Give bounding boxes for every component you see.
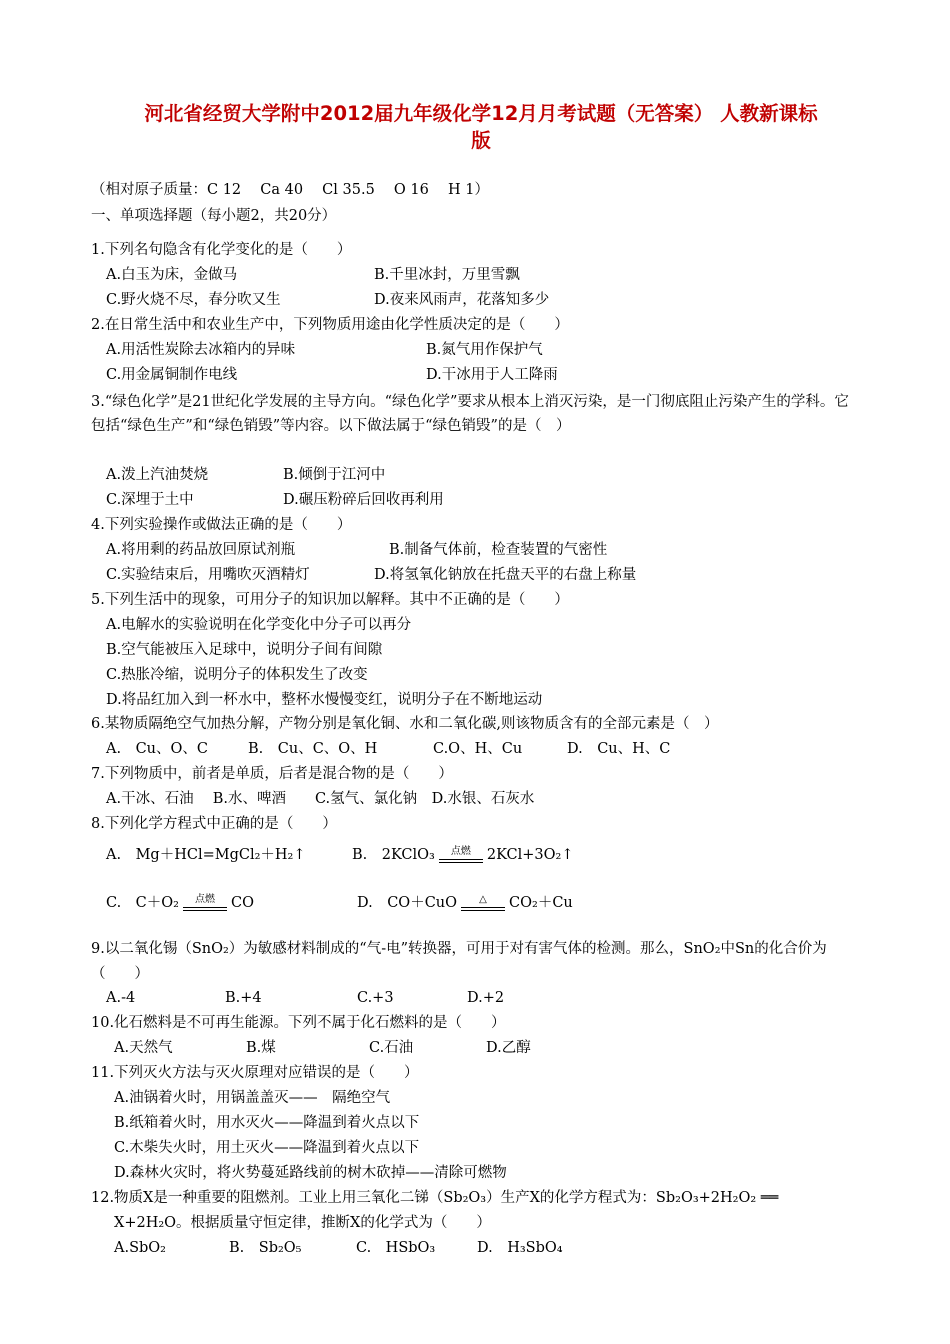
question-11-option-a: A.油锅着火时，用锅盖盖灭—— 隔绝空气 xyxy=(114,1090,391,1106)
section-heading: 一、单项选择题（每小题2，共20分） xyxy=(91,208,337,224)
question-4-stem: 4.下列实验操作或做法正确的是（ ） xyxy=(91,517,352,533)
question-4-option-b: B.制备气体前，检查装置的气密性 xyxy=(389,542,608,558)
question-2-stem: 2.在日常生活中和农业生产中，下列物质用途由化学性质决定的是（ ） xyxy=(91,317,569,333)
question-9-option-d: D.+2 xyxy=(467,990,505,1006)
question-9-option-b: B.+4 xyxy=(225,990,262,1006)
question-12-option-d: D. H₃SbO₄ xyxy=(477,1240,563,1256)
question-2-option-c: C.用金属铜制作电线 xyxy=(106,367,238,383)
question-10-option-a: A.天然气 xyxy=(114,1040,173,1056)
question-11-option-b: B.纸箱着火时，用水灭火——降温到着火点以下 xyxy=(114,1115,420,1131)
question-2-option-d: D.干冰用于人工降雨 xyxy=(426,367,558,383)
question-9-option-c: C.+3 xyxy=(357,990,394,1006)
question-10-option-c: C.石油 xyxy=(369,1040,414,1056)
question-3-option-d: D.碾压粉碎后回收再利用 xyxy=(283,492,444,508)
question-3-stem: 3.“绿色化学”是21世纪化学发展的主导方向。“绿色化学”要求从根本上消灭污染，是一门彻底阻止污染产生的学科。它包括“绿色生产”和“绿色销毁”等内容。以下做法属于“绿色销毁”的是（ ） xyxy=(91,394,849,434)
atomic-mass-note: （相对原子质量：C 12 Ca 40 Cl 35.5 O 16 H 1） xyxy=(91,182,489,198)
question-12-option-c: C. HSbO₃ xyxy=(356,1240,436,1256)
question-7-stem: 7.下列物质中，前者是单质，后者是混合物的是（ ） xyxy=(91,766,453,782)
question-6-option-a: A. Cu、O、C xyxy=(106,741,208,757)
page-title: 河北省经贸大学附中2012届九年级化学12月月考试题（无答案） 人教新课标 版 xyxy=(144,102,818,152)
question-1-option-a: A.白玉为床，金做马 xyxy=(106,267,238,283)
question-1-option-b: B.千里冰封，万里雪飘 xyxy=(374,267,520,283)
question-8-option-a: A. Mg＋HCl=MgCl₂＋H₂↑ xyxy=(106,847,306,863)
question-4-option-c: C.实验结束后，用嘴吹灭酒精灯 xyxy=(106,567,310,583)
reaction-arrow: 点燃 xyxy=(181,895,229,911)
question-2-option-b: B.氮气用作保护气 xyxy=(426,342,543,358)
question-11-stem: 11.下列灭火方法与灭火原理对应错误的是（ ） xyxy=(91,1065,419,1081)
question-11-option-c: C.木柴失火时，用土灭火——降温到着火点以下 xyxy=(114,1140,420,1156)
question-1-stem: 1.下列名句隐含有化学变化的是（ ） xyxy=(91,242,352,258)
question-8-option-c: C. C＋O₂ 点燃 CO xyxy=(106,894,254,911)
question-7-options: A.干冰、石油 B.水、啤酒 C.氢气、氯化钠 D.水银、石灰水 xyxy=(106,791,535,807)
question-3-option-c: C.深埋于土中 xyxy=(106,492,194,508)
question-9-option-a: A.-4 xyxy=(106,990,136,1006)
question-11-option-d: D.森林火灾时，将火势蔓延路线前的树木砍掉——清除可燃物 xyxy=(114,1165,507,1181)
question-12-stem-line2: X+2H₂O。根据质量守恒定律，推断X的化学式为（ ） xyxy=(114,1215,491,1231)
question-6-option-c: C.O、H、Cu xyxy=(433,741,523,757)
question-10-option-d: D.乙醇 xyxy=(486,1040,531,1056)
question-5-option-b: B.空气能被压入足球中，说明分子间有间隙 xyxy=(106,642,383,658)
question-10-stem: 10.化石燃料是不可再生能源。下列不属于化石燃料的是（ ） xyxy=(91,1015,506,1031)
question-1-option-d: D.夜来风雨声，花落知多少 xyxy=(374,292,550,308)
question-10-option-b: B.煤 xyxy=(246,1040,276,1056)
question-1-option-c: C.野火烧不尽，春分吹又生 xyxy=(106,292,281,308)
question-6-option-d: D. Cu、H、C xyxy=(567,741,671,757)
question-5-stem: 5.下列生活中的现象，可用分子的知识加以解释。其中不正确的是（ ） xyxy=(91,592,569,608)
question-3-option-b: B.倾倒于江河中 xyxy=(283,467,386,483)
reaction-arrow: 点燃 xyxy=(437,847,485,863)
question-8-stem: 8.下列化学方程式中正确的是（ ） xyxy=(91,816,337,832)
question-5-option-d: D.将品红加入到一杯水中，整杯水慢慢变红，说明分子在不断地运动 xyxy=(106,692,543,708)
question-6-option-b: B. Cu、C、O、H xyxy=(248,741,378,757)
question-5-option-c: C.热胀冷缩，说明分子的体积发生了改变 xyxy=(106,667,368,683)
question-8-option-b: B. 2KClO₃ 点燃 2KCl+3O₂↑ xyxy=(352,846,574,863)
question-8-option-d: D. CO＋CuO △ CO₂＋Cu xyxy=(357,894,573,911)
question-12-option-b: B. Sb₂O₅ xyxy=(229,1240,302,1256)
question-6-stem: 6.某物质隔绝空气加热分解，产物分别是氧化铜、水和二氧化碳,则该物质含有的全部元素是（ ） xyxy=(91,716,719,732)
question-5-option-a: A.电解水的实验说明在化学变化中分子可以再分 xyxy=(106,617,412,633)
question-9-stem: 9.以二氧化锡（SnO₂）为敏感材料制成的“气-电”转换器，可用于对有害气体的检测。那么，SnO₂中Sn的化合价为（ ） xyxy=(91,941,827,982)
question-4-option-d: D.将氢氧化钠放在托盘天平的右盘上称量 xyxy=(374,567,637,583)
question-4-option-a: A.将用剩的药品放回原试剂瓶 xyxy=(106,542,296,558)
reaction-arrow: △ xyxy=(459,895,507,911)
question-12-stem-line1: 12.物质X是一种重要的阻燃剂。工业上用三氧化二锑（Sb₂O₃）生产X的化学方程式为：Sb₂O₃+2H₂O₂ ══ xyxy=(91,1190,779,1206)
question-2-option-a: A.用活性炭除去冰箱内的异味 xyxy=(106,342,296,358)
question-12-option-a: A.SbO₂ xyxy=(114,1240,166,1256)
question-3-option-a: A.泼上汽油焚烧 xyxy=(106,467,209,483)
